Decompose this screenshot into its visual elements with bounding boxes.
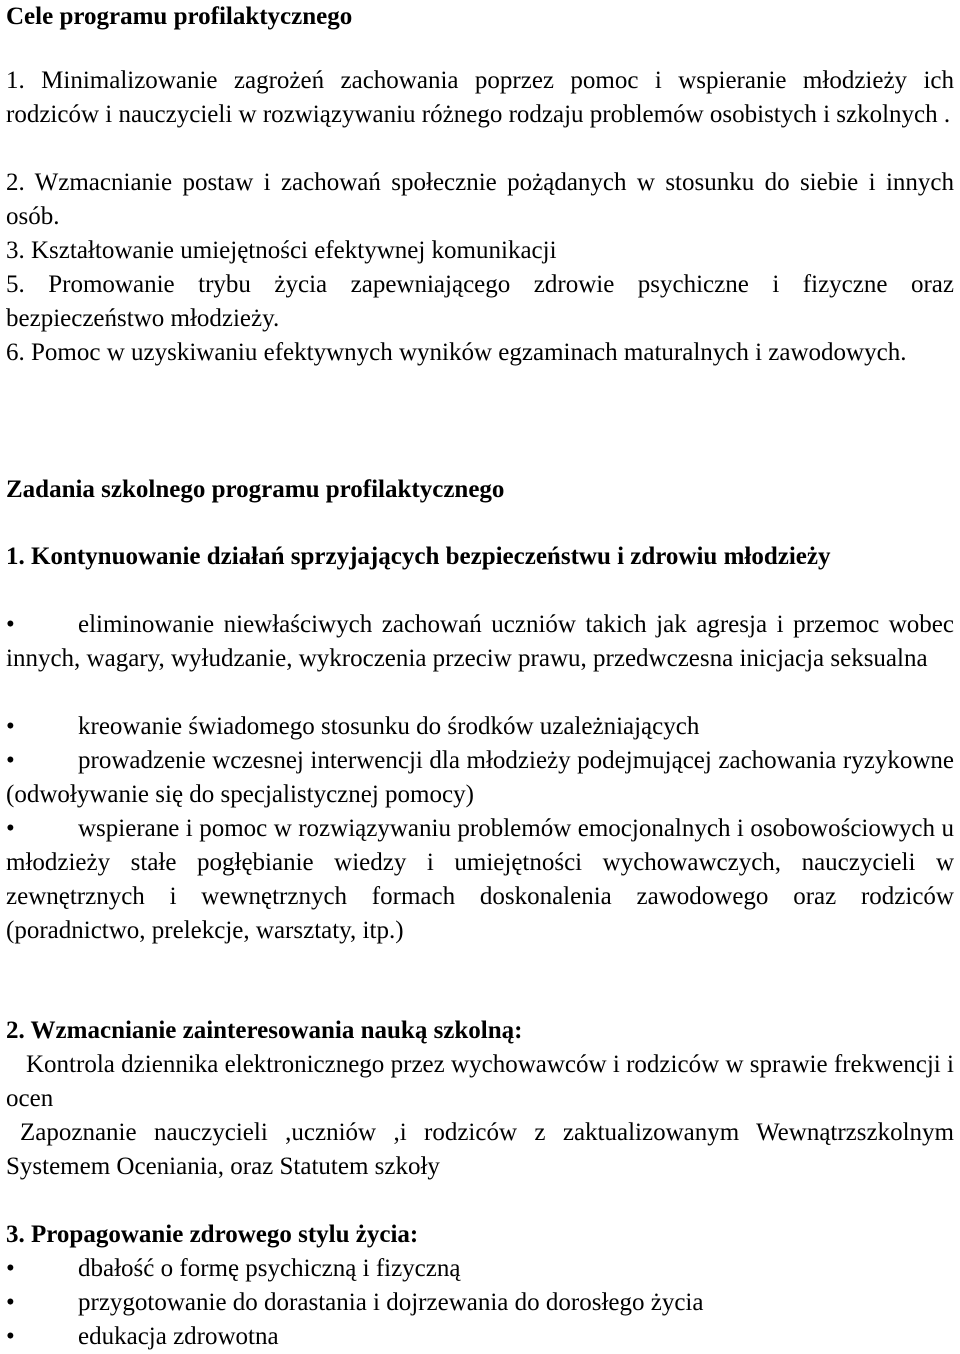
task-2-title: 2. Wzmacnianie zainteresowania nauką szkolną: (6, 1017, 523, 1044)
task-1-bullet-1-text: eliminowanie niewłaściwych zachowań uczniów takich jak agresja i przemoc wobec innych, wagary, wyłudzanie, wykroczenia przeciw prawu, przedwczesna inicjacja seksualna (6, 611, 954, 672)
bullet-icon: • (6, 1255, 15, 1282)
goal-item-3: 3. Kształtowanie umiejętności efektywnej komunikacji (6, 237, 557, 264)
goal-item-5: 5. Promowanie trybu życia zapewniającego zdrowie psychiczne i fizyczne oraz bezpieczeństwo młodzieży. (6, 271, 954, 332)
bullet-icon: • (6, 713, 15, 740)
bullet-icon: • (6, 815, 15, 842)
tasks-heading: Zadania szkolnego programu profilaktycznego (6, 476, 505, 503)
bullet-icon: • (6, 1323, 15, 1350)
goal-item-1: 1. Minimalizowanie zagrożeń zachowania poprzez pomoc i wspieranie młodzieży ich rodziców i nauczycieli w rozwiązywaniu różnego rodzaju problemów osobistych i szkolnych . (6, 67, 954, 128)
goal-item-2: 2. Wzmacnianie postaw i zachowań społecznie pożądanych w stosunku do siebie i innych osób. (6, 169, 954, 230)
bullet-icon: • (6, 611, 15, 638)
goal-item-6: 6. Pomoc w uzyskiwaniu efektywnych wyników egzaminach maturalnych i zawodowych. (6, 339, 907, 366)
task-1-bullet-2-text: kreowanie świadomego stosunku do środków uzależniających (78, 713, 700, 740)
task-2-paragraph-1: Kontrola dziennika elektronicznego przez wychowawców i rodziców w sprawie frekwencji i ocen (6, 1051, 954, 1112)
task-3-title: 3. Propagowanie zdrowego stylu życia: (6, 1221, 419, 1248)
task-1-bullet-4-text: wspierane i pomoc w rozwiązywaniu problemów emocjonalnych i osobowościowych u młodzieży stałe pogłębianie wiedzy i umiejętności wychowawczych, nauczycieli w zewnętrznych i wewnętrznych formach doskonalenia zawodowego oraz rodziców (poradnictwo, prelekcje, warsztaty, itp.) (6, 815, 954, 944)
task-1-title: 1. Kontynuowanie działań sprzyjających bezpieczeństwu i zdrowiu młodzieży (6, 543, 831, 570)
task-3-bullet-3-text: edukacja zdrowotna (78, 1323, 279, 1350)
task-2-paragraph-2: Zapoznanie nauczycieli ,uczniów ,i rodziców z zaktualizowanym Wewnątrzszkolnym Systemem Oceniania, oraz Statutem szkoły (6, 1119, 954, 1180)
task-1-bullet-3-text: prowadzenie wczesnej interwencji dla młodzieży podejmującej zachowania ryzykowne (odwoływanie się do specjalistycznej pomocy) (6, 747, 954, 808)
goals-heading: Cele programu profilaktycznego (6, 3, 353, 30)
task-3-bullet-2-text: przygotowanie do dorastania i dojrzewania do dorosłego życia (78, 1289, 704, 1316)
task-3-bullet-1-text: dbałość o formę psychiczną i fizyczną (78, 1255, 461, 1282)
bullet-icon: • (6, 747, 15, 774)
task-3-bullet-3 (6, 1320, 954, 1354)
task-3-bullet-1 (6, 1252, 954, 1286)
bullet-icon: • (6, 1289, 15, 1316)
task-3-bullet-2 (6, 1286, 954, 1320)
